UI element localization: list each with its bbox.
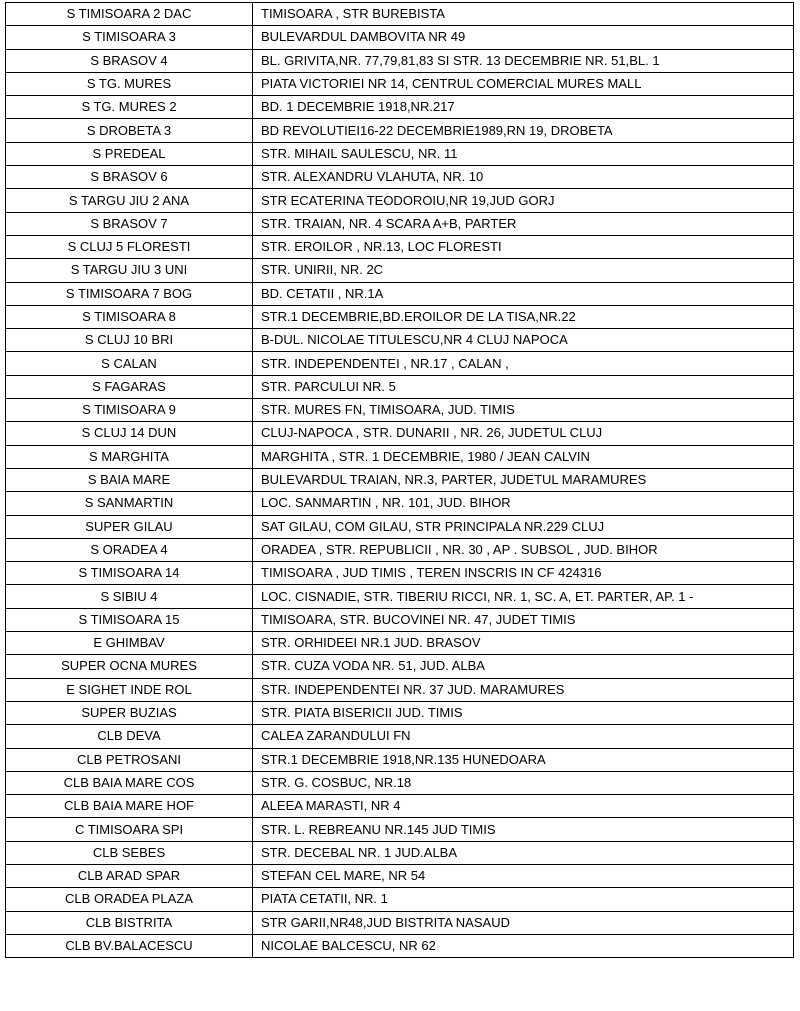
store-name-cell: CLB ORADEA PLAZA	[6, 888, 253, 911]
store-name-cell: S ORADEA 4	[6, 538, 253, 561]
store-name-cell: S TIMISOARA 9	[6, 399, 253, 422]
table-row	[6, 468, 794, 491]
store-name-cell: SUPER OCNA MURES	[6, 655, 253, 678]
store-name-cell: SUPER GILAU	[6, 515, 253, 538]
store-name-cell: CLB BISTRITA	[6, 911, 253, 934]
store-name-cell: CLB BV.BALACESCU	[6, 934, 253, 957]
store-name-cell: CLB BAIA MARE COS	[6, 771, 253, 794]
store-address-cell: MARGHITA , STR. 1 DECEMBRIE, 1980 / JEAN CALVIN	[253, 445, 794, 468]
store-address-cell: BD. 1 DECEMBRIE 1918,NR.217	[253, 96, 794, 119]
store-name-cell: S TARGU JIU 3 UNI	[6, 259, 253, 282]
store-address-table	[5, 2, 794, 958]
store-address-cell: STR. ORHIDEEI NR.1 JUD. BRASOV	[253, 632, 794, 655]
store-name-cell: E SIGHET INDE ROL	[6, 678, 253, 701]
table-row	[6, 678, 794, 701]
table-row	[6, 49, 794, 72]
store-address-cell: STR.1 DECEMBRIE,BD.EROILOR DE LA TISA,NR.22	[253, 305, 794, 328]
store-name-cell: S FAGARAS	[6, 375, 253, 398]
store-address-cell: BD REVOLUTIEI16-22 DECEMBRIE1989,RN 19, DROBETA	[253, 119, 794, 142]
store-address-cell: STR. PARCULUI NR. 5	[253, 375, 794, 398]
store-name-cell: S DROBETA 3	[6, 119, 253, 142]
store-name-cell: S CLUJ 10 BRI	[6, 329, 253, 352]
store-address-cell: PIATA VICTORIEI NR 14, CENTRUL COMERCIAL MURES MALL	[253, 72, 794, 95]
store-name-cell: S TIMISOARA 2 DAC	[6, 3, 253, 26]
table-row	[6, 771, 794, 794]
table-row	[6, 375, 794, 398]
store-address-cell: NICOLAE BALCESCU, NR 62	[253, 934, 794, 957]
table-row	[6, 515, 794, 538]
store-name-cell: C TIMISOARA SPI	[6, 818, 253, 841]
store-name-cell: CLB SEBES	[6, 841, 253, 864]
table-row	[6, 422, 794, 445]
store-address-cell: TIMISOARA, STR. BUCOVINEI NR. 47, JUDET TIMIS	[253, 608, 794, 631]
table-row	[6, 142, 794, 165]
table-row	[6, 841, 794, 864]
table-row	[6, 445, 794, 468]
table-row	[6, 701, 794, 724]
table-row	[6, 864, 794, 887]
store-name-cell: S MARGHITA	[6, 445, 253, 468]
table-row	[6, 748, 794, 771]
store-address-cell: STR.1 DECEMBRIE 1918,NR.135 HUNEDOARA	[253, 748, 794, 771]
store-name-cell: S BAIA MARE	[6, 468, 253, 491]
store-address-cell: TIMISOARA , STR BUREBISTA	[253, 3, 794, 26]
store-name-cell: E GHIMBAV	[6, 632, 253, 655]
table-row	[6, 492, 794, 515]
table-row	[6, 166, 794, 189]
store-address-cell: STR. ALEXANDRU VLAHUTA, NR. 10	[253, 166, 794, 189]
table-row	[6, 399, 794, 422]
store-name-cell: CLB DEVA	[6, 725, 253, 748]
store-address-cell: STR. DECEBAL NR. 1 JUD.ALBA	[253, 841, 794, 864]
store-address-cell: BULEVARDUL TRAIAN, NR.3, PARTER, JUDETUL MARAMURES	[253, 468, 794, 491]
store-address-cell: STR. EROILOR , NR.13, LOC FLORESTI	[253, 235, 794, 258]
table-row	[6, 189, 794, 212]
table-row	[6, 795, 794, 818]
store-address-cell: CLUJ-NAPOCA , STR. DUNARII , NR. 26, JUDETUL CLUJ	[253, 422, 794, 445]
store-address-cell: LOC. CISNADIE, STR. TIBERIU RICCI, NR. 1, SC. A, ET. PARTER, AP. 1 -	[253, 585, 794, 608]
store-address-cell: B-DUL. NICOLAE TITULESCU,NR 4 CLUJ NAPOCA	[253, 329, 794, 352]
store-address-cell: STR. PIATA BISERICII JUD. TIMIS	[253, 701, 794, 724]
store-address-cell: STR. INDEPENDENTEI NR. 37 JUD. MARAMURES	[253, 678, 794, 701]
store-address-cell: STR GARII,NR48,JUD BISTRITA NASAUD	[253, 911, 794, 934]
store-address-cell: STR. TRAIAN, NR. 4 SCARA A+B, PARTER	[253, 212, 794, 235]
store-address-cell: LOC. SANMARTIN , NR. 101, JUD. BIHOR	[253, 492, 794, 515]
store-name-cell: S CLUJ 14 DUN	[6, 422, 253, 445]
store-address-cell: PIATA CETATII, NR. 1	[253, 888, 794, 911]
store-name-cell: S TIMISOARA 14	[6, 562, 253, 585]
store-address-cell: ALEEA MARASTI, NR 4	[253, 795, 794, 818]
store-name-cell: CLB ARAD SPAR	[6, 864, 253, 887]
store-address-cell: STEFAN CEL MARE, NR 54	[253, 864, 794, 887]
table-row	[6, 282, 794, 305]
store-name-cell: S CALAN	[6, 352, 253, 375]
table-row	[6, 3, 794, 26]
store-name-cell: S SIBIU 4	[6, 585, 253, 608]
table-row	[6, 119, 794, 142]
store-name-cell: S TG. MURES	[6, 72, 253, 95]
table-row	[6, 655, 794, 678]
store-address-cell: STR. MURES FN, TIMISOARA, JUD. TIMIS	[253, 399, 794, 422]
store-address-cell: STR. G. COSBUC, NR.18	[253, 771, 794, 794]
table-row	[6, 562, 794, 585]
table-row	[6, 585, 794, 608]
table-row	[6, 818, 794, 841]
store-address-cell: STR. UNIRII, NR. 2C	[253, 259, 794, 282]
table-row	[6, 632, 794, 655]
store-address-cell: STR ECATERINA TEODOROIU,NR 19,JUD GORJ	[253, 189, 794, 212]
store-address-cell: STR. L. REBREANU NR.145 JUD TIMIS	[253, 818, 794, 841]
store-address-cell: STR. INDEPENDENTEI , NR.17 , CALAN ,	[253, 352, 794, 375]
store-name-cell: S TIMISOARA 3	[6, 26, 253, 49]
store-name-cell: CLB BAIA MARE HOF	[6, 795, 253, 818]
store-address-cell: CALEA ZARANDULUI FN	[253, 725, 794, 748]
table-row	[6, 538, 794, 561]
store-name-cell: S TARGU JIU 2 ANA	[6, 189, 253, 212]
store-address-cell: BD. CETATII , NR.1A	[253, 282, 794, 305]
store-address-cell: SAT GILAU, COM GILAU, STR PRINCIPALA NR.229 CLUJ	[253, 515, 794, 538]
table-body	[6, 3, 794, 958]
table-row	[6, 725, 794, 748]
store-name-cell: S CLUJ 5 FLORESTI	[6, 235, 253, 258]
store-name-cell: S TIMISOARA 8	[6, 305, 253, 328]
table-row	[6, 26, 794, 49]
store-address-cell: BL. GRIVITA,NR. 77,79,81,83 SI STR. 13 DECEMBRIE NR. 51,BL. 1	[253, 49, 794, 72]
store-name-cell: S PREDEAL	[6, 142, 253, 165]
store-address-cell: STR. CUZA VODA NR. 51, JUD. ALBA	[253, 655, 794, 678]
store-name-cell: S TIMISOARA 15	[6, 608, 253, 631]
store-name-cell: S BRASOV 6	[6, 166, 253, 189]
store-name-cell: S BRASOV 7	[6, 212, 253, 235]
table-row	[6, 911, 794, 934]
table-row	[6, 608, 794, 631]
store-name-cell: S SANMARTIN	[6, 492, 253, 515]
table-row	[6, 305, 794, 328]
store-name-cell: S TIMISOARA 7 BOG	[6, 282, 253, 305]
table-row	[6, 352, 794, 375]
table-row	[6, 72, 794, 95]
store-name-cell: S BRASOV 4	[6, 49, 253, 72]
store-address-cell: TIMISOARA , JUD TIMIS , TEREN INSCRIS IN CF 424316	[253, 562, 794, 585]
store-name-cell: SUPER BUZIAS	[6, 701, 253, 724]
table-row	[6, 888, 794, 911]
store-name-cell: CLB PETROSANI	[6, 748, 253, 771]
table-row	[6, 934, 794, 957]
store-address-cell: ORADEA , STR. REPUBLICII , NR. 30 , AP . SUBSOL , JUD. BIHOR	[253, 538, 794, 561]
store-address-cell: STR. MIHAIL SAULESCU, NR. 11	[253, 142, 794, 165]
store-address-cell: BULEVARDUL DAMBOVITA NR 49	[253, 26, 794, 49]
table-row	[6, 329, 794, 352]
table-row	[6, 212, 794, 235]
table-row	[6, 235, 794, 258]
table-row	[6, 96, 794, 119]
store-name-cell: S TG. MURES 2	[6, 96, 253, 119]
table-row	[6, 259, 794, 282]
